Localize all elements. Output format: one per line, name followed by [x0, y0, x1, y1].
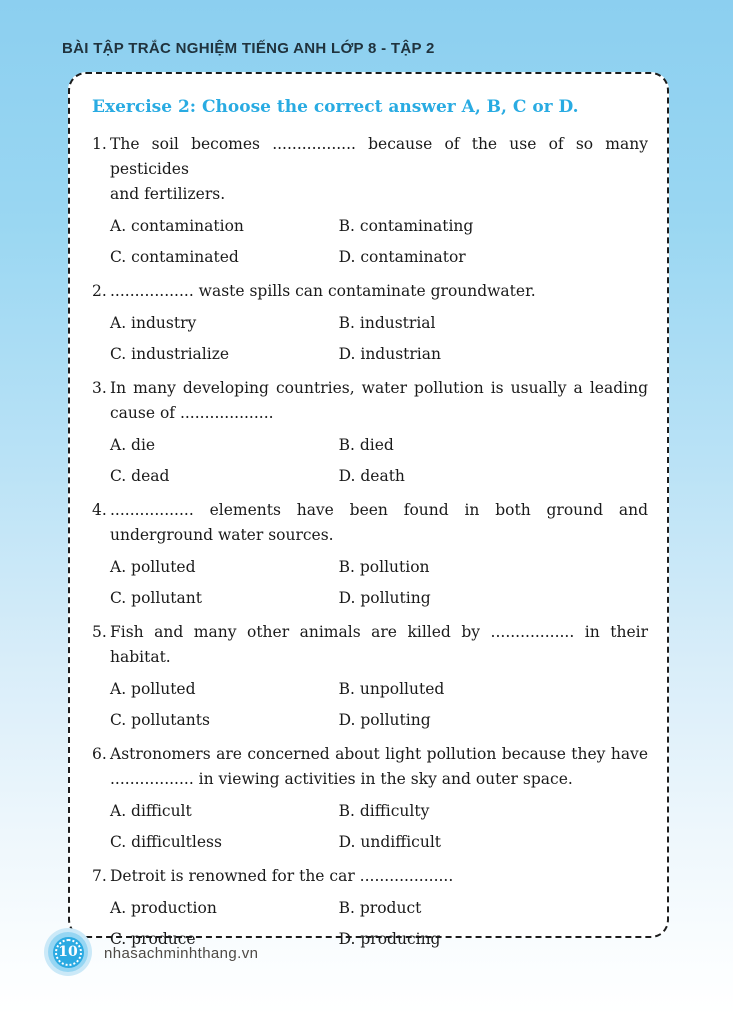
- question-text: [110, 279, 648, 304]
- options-grid: [110, 433, 648, 489]
- question-body: [110, 376, 648, 489]
- answer-option: D. contaminator: [338, 248, 466, 266]
- badge-middle-ring: [48, 932, 88, 972]
- answer-option: D. industrian: [338, 345, 441, 363]
- options-grid: [110, 555, 648, 611]
- answer-option: C. pollutant: [110, 589, 202, 607]
- answer-option: C. difficultless: [110, 833, 222, 851]
- question: [92, 279, 648, 367]
- page-number-badge: [44, 928, 92, 976]
- options-grid: [110, 214, 648, 270]
- question-text: [110, 864, 648, 889]
- answer-option: B. contaminating: [338, 217, 474, 235]
- question-body: [110, 742, 648, 855]
- question: [92, 742, 648, 855]
- questions-list: [92, 132, 648, 952]
- question-line: ................. elements have been found in both ground and: [110, 501, 648, 519]
- question-number: 7.: [92, 867, 107, 885]
- question: [92, 132, 648, 270]
- question: [92, 864, 648, 952]
- answer-option: B. unpolluted: [338, 680, 445, 698]
- answer-option: D. polluting: [338, 589, 431, 607]
- question-body: [110, 132, 648, 270]
- question-line: underground water sources.: [110, 526, 334, 544]
- question-line: The soil becomes ................. because of the use of so many pesticides: [110, 135, 648, 178]
- question: [92, 376, 648, 489]
- question-line: Detroit is renowned for the car ...................: [110, 867, 454, 885]
- options-grid: [110, 896, 648, 952]
- question-number: 2.: [92, 282, 107, 300]
- question-line: ................. in viewing activities in the sky and outer space.: [110, 770, 573, 788]
- question-line: habitat.: [110, 648, 171, 666]
- answer-option: B. industrial: [338, 314, 436, 332]
- question-number: 4.: [92, 501, 107, 519]
- question-line: Fish and many other animals are killed by ................. in their: [110, 623, 648, 641]
- exercise-title: Exercise 2: Choose the correct answer A, B, C or D.: [92, 97, 579, 117]
- question-text: [110, 742, 648, 792]
- question: [92, 620, 648, 733]
- website-text: nhasachminhthang.vn: [104, 945, 259, 962]
- answer-option: D. producing: [338, 930, 441, 948]
- answer-option: B. difficulty: [338, 802, 430, 820]
- question-line: and fertilizers.: [110, 185, 226, 203]
- question-number: 1.: [92, 135, 107, 153]
- question-text: [110, 376, 648, 426]
- question-body: [110, 279, 648, 367]
- answer-option: C. dead: [110, 467, 170, 485]
- answer-option: A. difficult: [110, 802, 192, 820]
- question: [92, 498, 648, 611]
- question-number: 5.: [92, 623, 107, 641]
- answer-option: B. product: [338, 899, 422, 917]
- answer-option: D. polluting: [338, 711, 431, 729]
- question-number: 3.: [92, 379, 107, 397]
- answer-option: A. polluted: [110, 558, 196, 576]
- question-text: [110, 132, 648, 207]
- exercise-box: [68, 72, 669, 948]
- question-text: [110, 620, 648, 670]
- page-header-title: BÀI TẬP TRẮC NGHIỆM TIẾNG ANH LỚP 8 - TẬP 2: [62, 40, 435, 57]
- answer-option: A. polluted: [110, 680, 196, 698]
- badge-inner-circle: [53, 937, 84, 968]
- options-grid: [110, 799, 648, 855]
- answer-option: A. die: [110, 436, 156, 454]
- question-number: 6.: [92, 745, 107, 763]
- answer-option: C. contaminated: [110, 248, 239, 266]
- question-line: Astronomers are concerned about light pollution because they have: [110, 745, 648, 763]
- question-body: [110, 620, 648, 733]
- question-line: cause of ...................: [110, 404, 274, 422]
- answer-option: C. pollutants: [110, 711, 210, 729]
- answer-option: B. pollution: [338, 558, 430, 576]
- question-text: [110, 498, 648, 548]
- question-line: ................. waste spills can contaminate groundwater.: [110, 282, 536, 300]
- question-body: [110, 498, 648, 611]
- badge-outer-ring: [44, 928, 92, 976]
- answer-option: B. died: [338, 436, 394, 454]
- answer-option: C. produce: [110, 930, 196, 948]
- options-grid: [110, 311, 648, 367]
- answer-option: A. contamination: [110, 217, 244, 235]
- answer-option: D. death: [338, 467, 405, 485]
- answer-option: A. production: [110, 899, 217, 917]
- question-body: [110, 864, 648, 952]
- answer-option: A. industry: [110, 314, 197, 332]
- question-line: In many developing countries, water pollution is usually a leading: [110, 379, 648, 397]
- answer-option: D. undifficult: [338, 833, 442, 851]
- answer-option: C. industrialize: [110, 345, 230, 363]
- options-grid: [110, 677, 648, 733]
- page-number: 10: [58, 944, 78, 960]
